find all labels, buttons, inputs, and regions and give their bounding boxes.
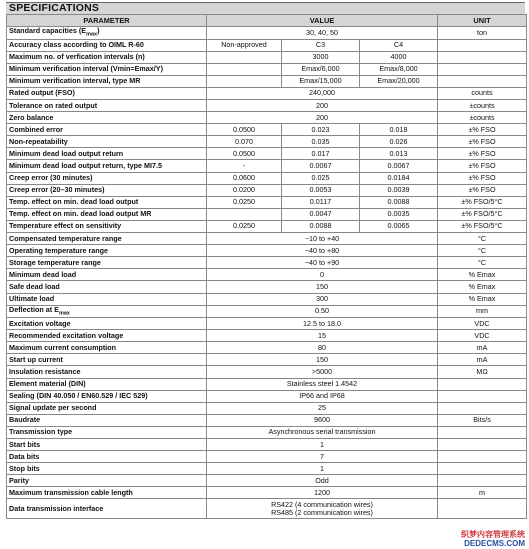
unit-cell: Bits/s [438, 414, 527, 426]
table-row [7, 39, 527, 51]
table-row [7, 426, 527, 438]
table-row [7, 27, 527, 39]
unit-cell: °C [438, 233, 527, 245]
parameter-cell: Maximum current consumption [7, 342, 207, 354]
watermark-text-en: DEDECMS.COM [464, 539, 525, 548]
unit-cell: mA [438, 342, 527, 354]
table-row [7, 196, 527, 208]
value-cell: −40 to +90 [207, 257, 438, 269]
parameter-cell: Sealing (DIN 40.050 / EN60.529 / IEC 529) [7, 390, 207, 402]
value-cell: 0.0088 [360, 196, 438, 208]
table-row [7, 318, 527, 330]
section-title: SPECIFICATIONS [9, 2, 100, 14]
table-row [7, 330, 527, 342]
value-cell: 0.0065 [360, 220, 438, 232]
parameter-cell: Stop bits [7, 463, 207, 475]
parameter-cell: Standard capacities $(E_{max})$ [7, 27, 207, 39]
parameter-cell: Insulation resistance [7, 366, 207, 378]
value-cell [207, 63, 282, 75]
table-row [7, 220, 527, 232]
unit-cell: VDC [438, 330, 527, 342]
table-header-row [7, 15, 527, 27]
unit-cell [438, 75, 527, 87]
table-row [7, 451, 527, 463]
unit-cell [438, 438, 527, 450]
table-row [7, 366, 527, 378]
table-row [7, 87, 527, 99]
header-value: VALUE [207, 15, 438, 27]
value-cell: 0.0600 [207, 172, 282, 184]
unit-cell: ±% FSO [438, 184, 527, 196]
unit-cell: % Emax [438, 281, 527, 293]
unit-cell: ±% FSO [438, 172, 527, 184]
unit-cell [438, 475, 527, 487]
table-body [7, 27, 527, 519]
parameter-cell: Recommended excitation voltage [7, 330, 207, 342]
section-header [6, 2, 525, 14]
value-cell: 0.013 [360, 148, 438, 160]
parameter-cell: Transmission type [7, 426, 207, 438]
value-cell: 150 [207, 281, 438, 293]
value-cell [207, 51, 282, 63]
table-row [7, 75, 527, 87]
unit-cell [438, 378, 527, 390]
value-cell: 25 [207, 402, 438, 414]
value-cell: C4 [360, 39, 438, 51]
unit-cell: ±% FSO [438, 148, 527, 160]
unit-cell: ±% FSO/5°C [438, 196, 527, 208]
unit-cell: ±% FSO/5°C [438, 220, 527, 232]
parameter-cell: Temperature effect on sensitivity [7, 220, 207, 232]
value-cell: 0.0053 [282, 184, 360, 196]
table-row [7, 257, 527, 269]
value-cell: 0.0039 [360, 184, 438, 196]
unit-cell [438, 402, 527, 414]
table-row [7, 499, 527, 519]
value-cell: Emax/8,000 [360, 63, 438, 75]
unit-cell [438, 426, 527, 438]
value-cell: 30, 40, 50 [207, 27, 438, 39]
value-cell: 12.5 to 18.0 [207, 318, 438, 330]
parameter-cell: Start up current [7, 354, 207, 366]
table-row [7, 269, 527, 281]
table-row [7, 390, 527, 402]
value-cell: 0.017 [282, 148, 360, 160]
parameter-cell: Data bits [7, 451, 207, 463]
unit-cell: ±counts [438, 112, 527, 124]
value-cell: 1 [207, 463, 438, 475]
value-cell: 200 [207, 100, 438, 112]
parameter-cell: Parity [7, 475, 207, 487]
value-cell: 9600 [207, 414, 438, 426]
parameter-cell: Minimum dead load [7, 269, 207, 281]
unit-cell: MΩ [438, 366, 527, 378]
value-cell: 0.50 [207, 305, 438, 317]
watermark-text-cn: 织梦内容管理系统 [461, 530, 525, 539]
value-cell: Odd [207, 475, 438, 487]
value-cell: 0.0067 [282, 160, 360, 172]
value-cell: C3 [282, 39, 360, 51]
table-row [7, 233, 527, 245]
value-cell [207, 75, 282, 87]
table-row [7, 305, 527, 317]
parameter-cell: Creep error (30 minutes) [7, 172, 207, 184]
parameter-cell: Tolerance on rated output [7, 100, 207, 112]
parameter-cell: Start bits [7, 438, 207, 450]
table-row [7, 487, 527, 499]
value-cell: Emax/6,000 [282, 63, 360, 75]
value-cell: 1 [207, 438, 438, 450]
parameter-cell: Safe dead load [7, 281, 207, 293]
table-row [7, 208, 527, 220]
parameter-cell: Combined error [7, 124, 207, 136]
parameter-cell: Minimum verification interval (Vmin=Emax/Y) [7, 63, 207, 75]
value-cell: 0.025 [282, 172, 360, 184]
unit-cell [438, 390, 527, 402]
specifications-table [6, 14, 527, 519]
value-cell [207, 208, 282, 220]
value-cell: IP66 and IP68 [207, 390, 438, 402]
value-cell: 80 [207, 342, 438, 354]
parameter-cell: Maximum no. of verfication intervals (n) [7, 51, 207, 63]
unit-cell [438, 39, 527, 51]
table-row [7, 402, 527, 414]
header-parameter: PARAMETER [7, 15, 207, 27]
table-row [7, 184, 527, 196]
table-row [7, 51, 527, 63]
parameter-cell: Compensated temperature range [7, 233, 207, 245]
value-cell: 0 [207, 269, 438, 281]
table-row [7, 63, 527, 75]
unit-cell: ±counts [438, 100, 527, 112]
parameter-cell: Temp. effect on min. dead load output [7, 196, 207, 208]
unit-cell: m [438, 487, 527, 499]
value-cell: 3000 [282, 51, 360, 63]
unit-cell: % Emax [438, 269, 527, 281]
table-row [7, 475, 527, 487]
parameter-cell: Ultimate load [7, 293, 207, 305]
unit-cell: % Emax [438, 293, 527, 305]
unit-cell: ±% FSO [438, 136, 527, 148]
value-cell: Non-approved [207, 39, 282, 51]
unit-cell: VDC [438, 318, 527, 330]
table-row [7, 414, 527, 426]
value-cell: 4000 [360, 51, 438, 63]
table-row [7, 245, 527, 257]
parameter-cell: Rated output (FSO) [7, 87, 207, 99]
table-row [7, 354, 527, 366]
value-cell: −40 to +80 [207, 245, 438, 257]
value-cell: 7 [207, 451, 438, 463]
value-cell: 0.0250 [207, 196, 282, 208]
table-row [7, 293, 527, 305]
unit-cell: ±% FSO/5°C [438, 208, 527, 220]
value-cell: 150 [207, 354, 438, 366]
value-cell: 0.0184 [360, 172, 438, 184]
unit-cell [438, 451, 527, 463]
value-cell: 0.0047 [282, 208, 360, 220]
value-cell: 0.0500 [207, 124, 282, 136]
table-row [7, 281, 527, 293]
parameter-cell: Deflection at $E_{max}$ [7, 305, 207, 317]
unit-cell [438, 63, 527, 75]
value-cell: - [207, 160, 282, 172]
parameter-cell: Baudrate [7, 414, 207, 426]
unit-cell: counts [438, 87, 527, 99]
unit-cell: mA [438, 354, 527, 366]
parameter-cell: Temp. effect on min. dead load output MR [7, 208, 207, 220]
value-cell: RS422 (4 communication wires) RS485 (2 communication wires) [207, 499, 438, 519]
table-row [7, 160, 527, 172]
parameter-cell: Storage temperature range [7, 257, 207, 269]
table-row [7, 172, 527, 184]
parameter-cell: Creep error (20–30 minutes) [7, 184, 207, 196]
value-cell: >5000 [207, 366, 438, 378]
table-row [7, 148, 527, 160]
value-cell: 200 [207, 112, 438, 124]
value-cell: 0.070 [207, 136, 282, 148]
value-cell: 0.0500 [207, 148, 282, 160]
parameter-cell: Non-repeatability [7, 136, 207, 148]
table-row [7, 438, 527, 450]
value-cell: Stainless steel 1.4542 [207, 378, 438, 390]
value-cell: 0.0088 [282, 220, 360, 232]
unit-cell: °C [438, 245, 527, 257]
table-row [7, 112, 527, 124]
value-cell: −10 to +40 [207, 233, 438, 245]
value-cell: 0.026 [360, 136, 438, 148]
value-cell: Emax/15,000 [282, 75, 360, 87]
value-cell: 300 [207, 293, 438, 305]
value-cell: 1200 [207, 487, 438, 499]
parameter-cell: Minimum verification interval, type MR [7, 75, 207, 87]
table-row [7, 100, 527, 112]
value-cell: 0.018 [360, 124, 438, 136]
value-cell: 240,000 [207, 87, 438, 99]
unit-cell: ton [438, 27, 527, 39]
unit-cell: mm [438, 305, 527, 317]
parameter-cell: Operating temperature range [7, 245, 207, 257]
table-row [7, 136, 527, 148]
unit-cell: ±% FSO [438, 124, 527, 136]
value-cell: 0.0035 [360, 208, 438, 220]
value-cell: 0.0117 [282, 196, 360, 208]
unit-cell: ±% FSO [438, 160, 527, 172]
parameter-cell: Minimum dead load output return [7, 148, 207, 160]
parameter-cell: Accuracy class according to OIML R-60 [7, 39, 207, 51]
parameter-cell: Maximum transmission cable length [7, 487, 207, 499]
table-row [7, 378, 527, 390]
unit-cell: °C [438, 257, 527, 269]
value-cell: 0.035 [282, 136, 360, 148]
parameter-cell: Element material (DIN) [7, 378, 207, 390]
unit-cell [438, 463, 527, 475]
parameter-cell: Zero balance [7, 112, 207, 124]
table-row [7, 463, 527, 475]
parameter-cell: Excitation voltage [7, 318, 207, 330]
value-cell: 15 [207, 330, 438, 342]
value-cell: 0.0200 [207, 184, 282, 196]
value-cell: Asynchronous serial transmission [207, 426, 438, 438]
table-row [7, 342, 527, 354]
parameter-cell: Data transmission interface [7, 499, 207, 519]
unit-cell [438, 51, 527, 63]
value-cell: 0.0067 [360, 160, 438, 172]
value-cell: 0.023 [282, 124, 360, 136]
value-cell: 0.0250 [207, 220, 282, 232]
unit-cell [438, 499, 527, 519]
table-row [7, 124, 527, 136]
header-unit: UNIT [438, 15, 527, 27]
parameter-cell: Minimum dead load output return, type MI7.5 [7, 160, 207, 172]
value-cell: Emax/20,000 [360, 75, 438, 87]
parameter-cell: Signal update per second [7, 402, 207, 414]
